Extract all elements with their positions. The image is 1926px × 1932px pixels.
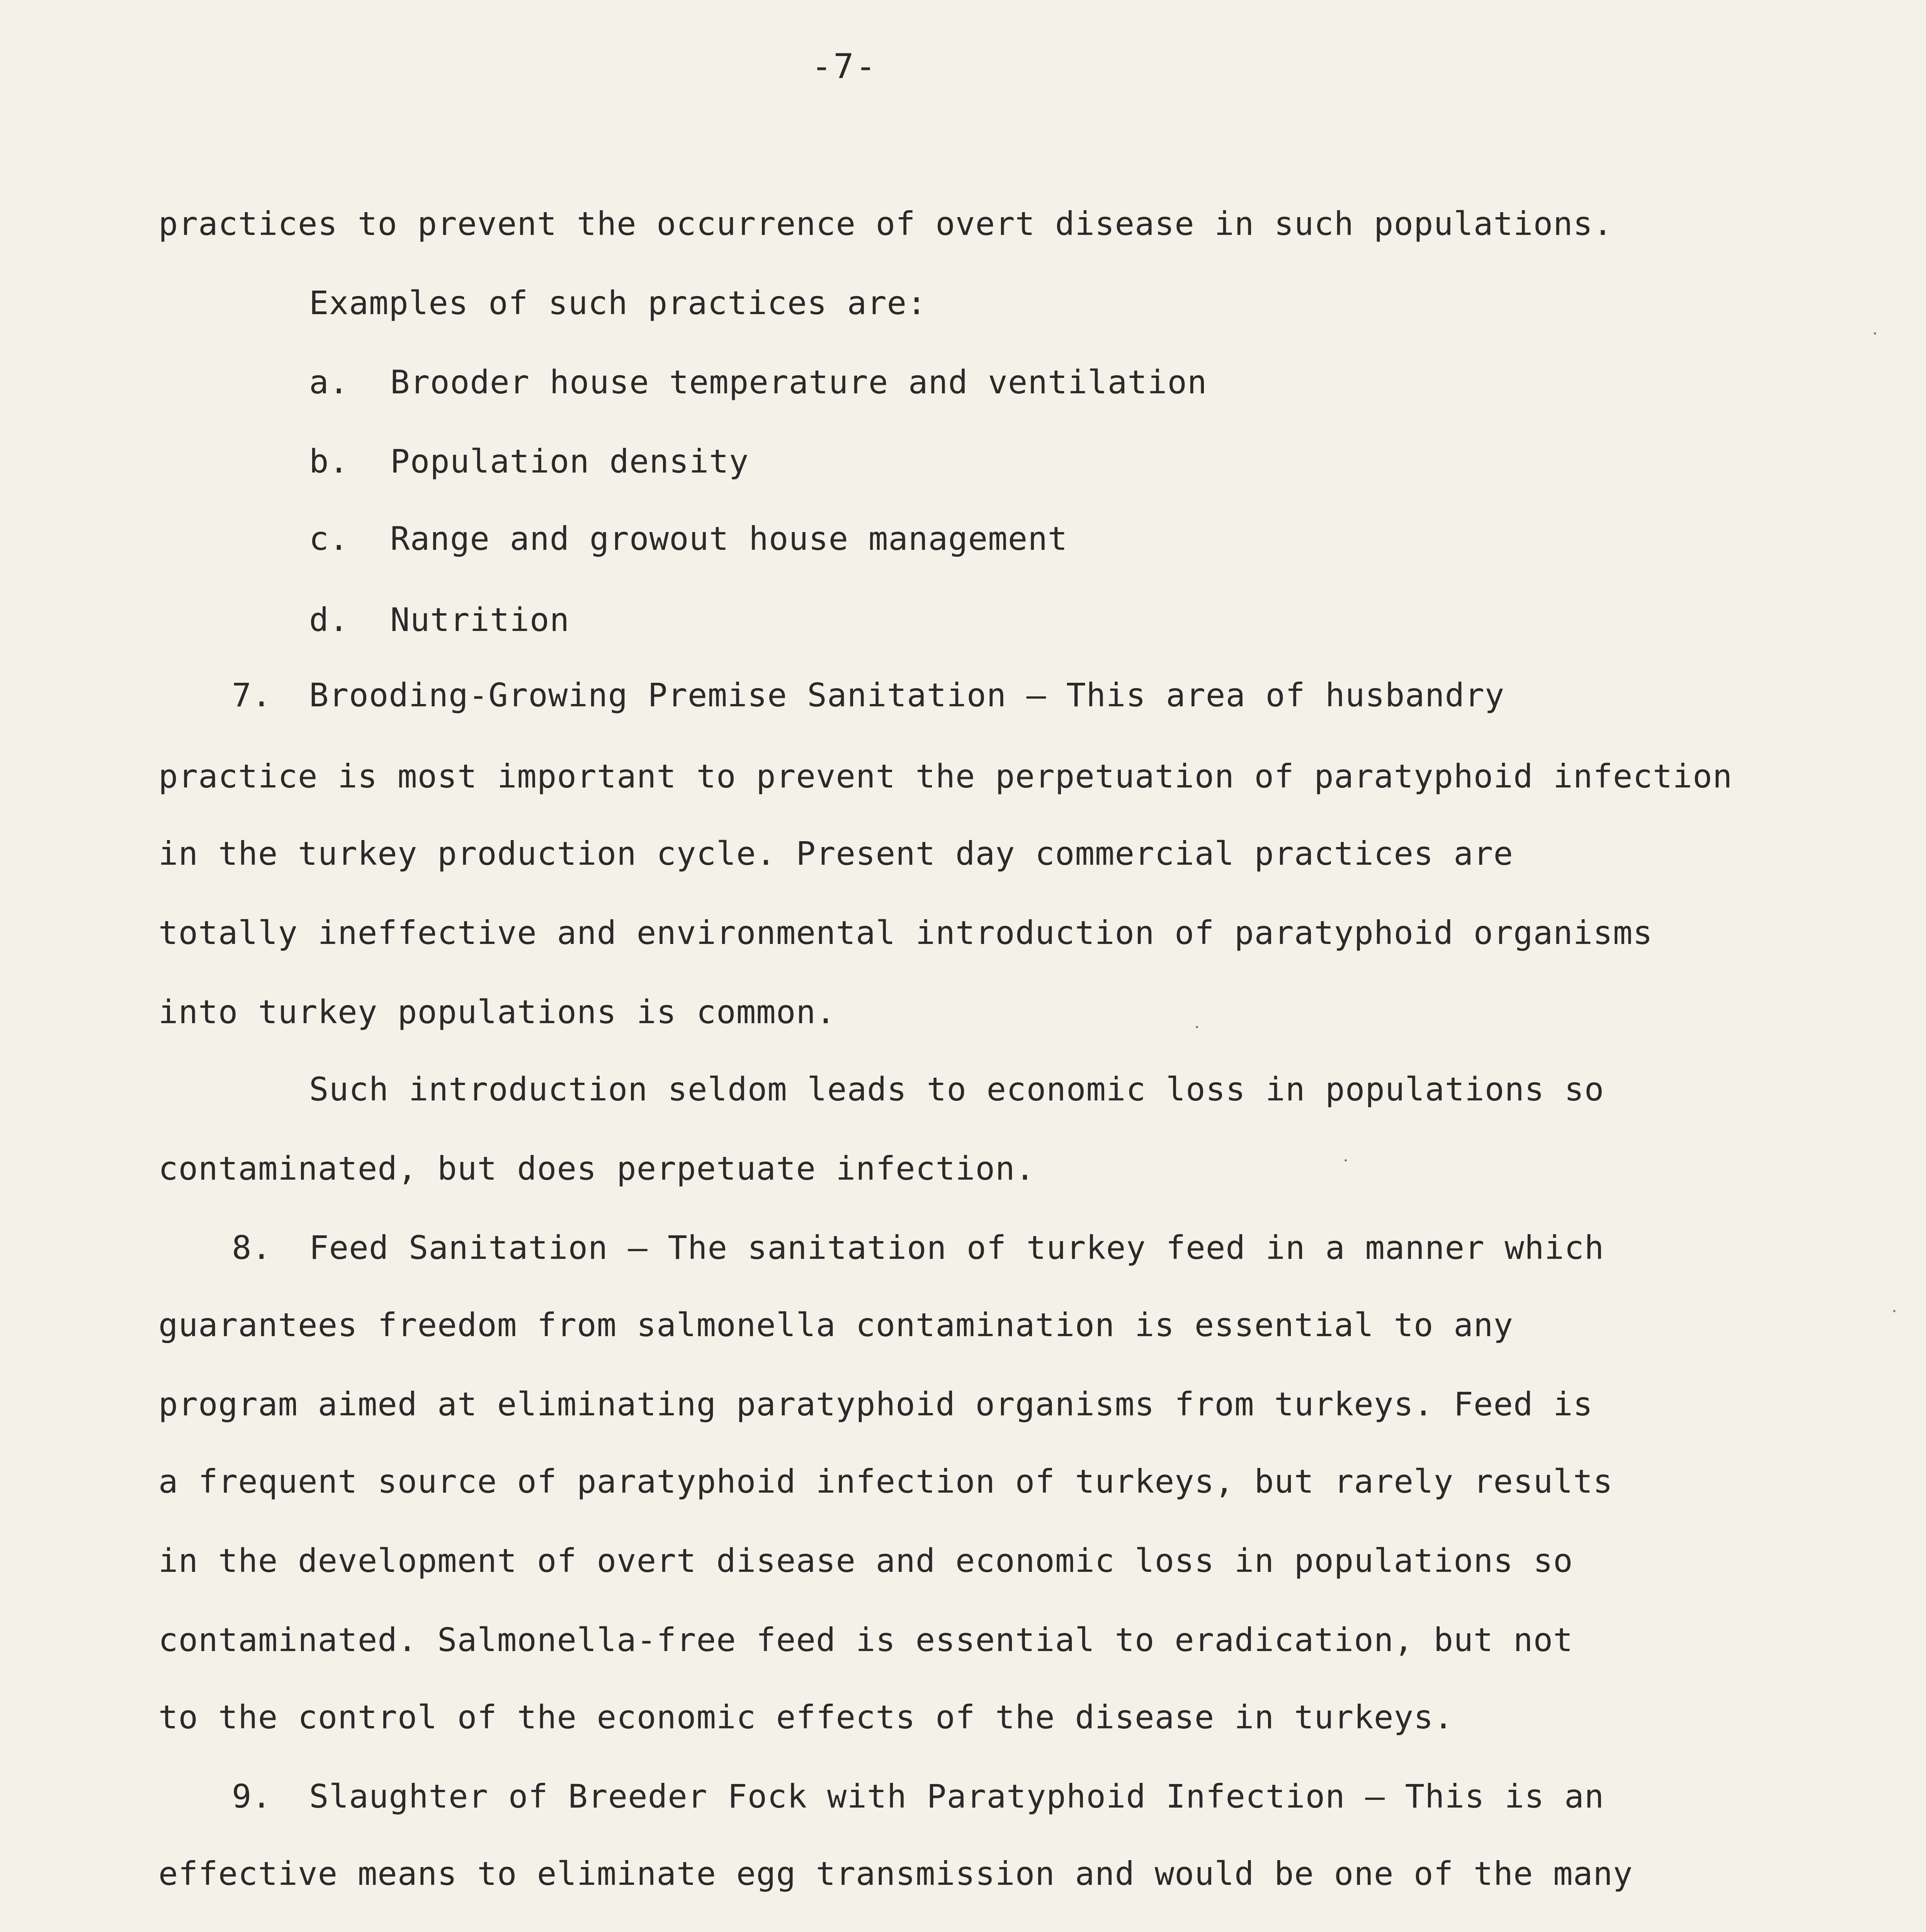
text-line: contaminated. Salmonella-free feed is essential to eradication, but not [158, 1621, 1573, 1659]
text-line: to the control of the economic effects of the disease in turkeys. [158, 1698, 1454, 1736]
paper-speck [1874, 332, 1876, 335]
page-number: -7- [811, 46, 877, 86]
item-number: 9. [232, 1777, 272, 1815]
text-line: a frequent source of paratyphoid infection of turkeys, but rarely results [158, 1463, 1613, 1500]
item-number: 7. [232, 676, 272, 714]
list-item-label: d. [309, 601, 349, 639]
text-line: contaminated, but does perpetuate infection. [158, 1150, 1035, 1187]
text-line: into turkey populations is common. [158, 993, 836, 1031]
text-line: totally ineffective and environmental introduction of paratyphoid organisms [158, 914, 1653, 952]
list-item: Range and growout house management [390, 520, 1068, 558]
list-item: Brooder house temperature and ventilation [390, 363, 1207, 401]
item-heading-line: Slaughter of Breeder Fock with Paratyphoid Infection — This is an [309, 1777, 1605, 1815]
text-line: Such introduction seldom leads to economic loss in populations so [309, 1070, 1605, 1108]
text-line: program aimed at eliminating paratyphoid organisms from turkeys. Feed is [158, 1385, 1593, 1423]
list-item: Population density [390, 442, 749, 480]
paper-speck [1345, 1159, 1347, 1162]
text-line: practices to prevent the occurrence of overt disease in such populations. [158, 205, 1613, 243]
item-number: 8. [232, 1229, 272, 1267]
text-line: in the development of overt disease and economic loss in populations so [158, 1542, 1573, 1580]
text-line: in the turkey production cycle. Present day commercial practices are [158, 835, 1513, 872]
list-item-label: c. [309, 520, 349, 558]
list-item: Nutrition [390, 601, 570, 639]
list-item-label: b. [309, 442, 349, 480]
item-heading-line: Feed Sanitation — The sanitation of turkey feed in a manner which [309, 1229, 1605, 1267]
list-item-label: a. [309, 363, 349, 401]
text-line: guarantees freedom from salmonella contamination is essential to any [158, 1306, 1513, 1344]
paper-speck [1196, 1026, 1198, 1028]
text-line: practice is most important to prevent the perpetuation of paratyphoid infection [158, 757, 1733, 795]
text-line: effective means to eliminate egg transmission and would be one of the many [158, 1855, 1633, 1893]
item-heading-line: Brooding-Growing Premise Sanitation — This area of husbandry [309, 676, 1505, 714]
text-line: Examples of such practices are: [309, 284, 927, 322]
paper-speck [1893, 1310, 1895, 1312]
